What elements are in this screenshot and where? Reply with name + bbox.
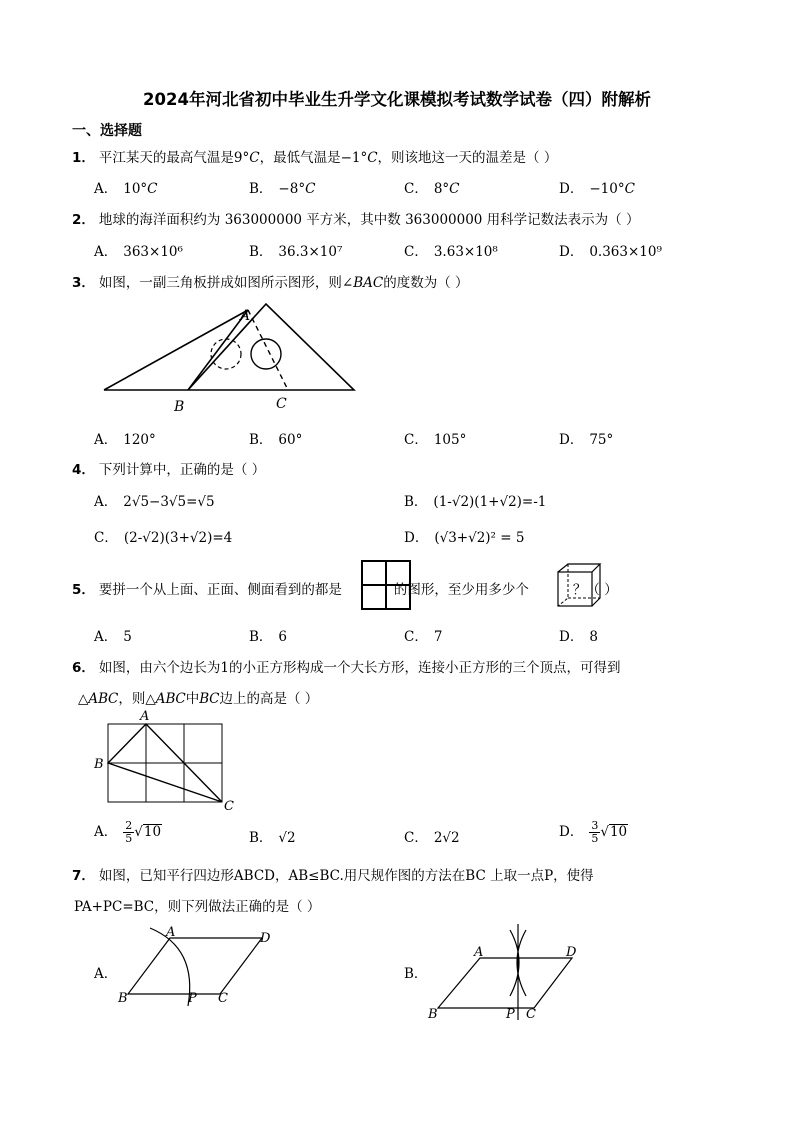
q6-option-a[interactable]: A． $\frac{2}{5}$ √10: [94, 819, 162, 845]
q1-option-c[interactable]: C． 8°𝐶: [404, 181, 460, 197]
question-number: 1．: [72, 150, 95, 166]
q7-figure-a: [112, 926, 282, 1008]
q7-option-b[interactable]: B．: [404, 966, 428, 982]
question-6: 6． 如图，由六个边长为1的小正方形构成一个大长方形，连接小正方形的三个顶点，可得到: [72, 660, 621, 676]
q5-option-c[interactable]: C． 7: [404, 629, 443, 645]
q6-grid-figure: [90, 706, 240, 812]
q4-option-c[interactable]: C． (2-√2)(3+√2)=4: [94, 530, 233, 546]
q5-view-grid-icon: [360, 560, 412, 610]
q2-option-d[interactable]: D． 0.363×10⁹: [559, 244, 662, 260]
q6-option-c[interactable]: C． 2√2: [404, 830, 460, 846]
label-a: A: [240, 308, 251, 324]
q6-option-b[interactable]: B． √2: [249, 830, 296, 846]
q4-option-b[interactable]: B． (1-√2)(1+√2)=-1: [404, 494, 547, 510]
question-4: 4． 下列计算中，正确的是（ ）: [72, 462, 266, 478]
q7-option-a[interactable]: A．: [94, 966, 118, 982]
label-c: C: [224, 799, 234, 812]
q5-option-a[interactable]: A． 5: [94, 629, 132, 645]
question-1: [72, 146, 557, 166]
svg-text:D: D: [260, 931, 271, 946]
label-c: C: [276, 396, 287, 412]
q5-option-d[interactable]: D． 8: [559, 629, 598, 645]
question-5: 5． 要拼一个从上面、正面、侧面看到的都是 的图形，至少用多少个 ？（ ）: [72, 582, 618, 598]
question-3: 3． 如图，一副三角板拼成如图所示图形，则∠𝐵𝐴𝐶的度数为（ ）: [72, 275, 469, 291]
q4-option-d[interactable]: D． (√3+√2)² = 5: [404, 530, 525, 546]
svg-text:D: D: [566, 945, 577, 960]
q6-option-d[interactable]: D． $\frac{3}{5}$ √10: [559, 819, 628, 845]
svg-text:A: A: [166, 926, 176, 940]
page-title: 2024年河北省初中毕业生升学文化课模拟考试数学试卷（四）附解析: [143, 90, 651, 109]
q5-cube-icon: [556, 562, 604, 610]
svg-text:P: P: [188, 991, 197, 1006]
question-6-line2: △𝐴𝐵𝐶，则△𝐴𝐵𝐶中𝐵𝐶边上的高是（ ）: [78, 691, 319, 707]
q3-option-c[interactable]: C． 105°: [404, 432, 467, 448]
q1-option-b[interactable]: B． −8°𝐶: [249, 181, 316, 197]
svg-text:P: P: [506, 1007, 515, 1022]
q1-option-d[interactable]: D． −10°𝐶: [559, 181, 635, 197]
q3-option-a[interactable]: A． 120°: [94, 432, 156, 448]
section-heading: 一、选择题: [72, 123, 142, 139]
label-b: B: [174, 399, 185, 415]
label-a: A: [140, 709, 150, 724]
q2-option-a[interactable]: A． 363×10⁶: [94, 244, 183, 260]
q4-option-a[interactable]: A． 2√5−3√5=√5: [94, 494, 215, 510]
svg-text:C: C: [526, 1007, 536, 1022]
q1-option-a[interactable]: A． 10°𝐶: [94, 181, 158, 197]
question-7: 7． 如图，已知平行四边形ABCD，AB≤BC.用尺规作图的方法在BC 上取一点P，使得: [72, 868, 594, 884]
svg-text:B: B: [118, 991, 128, 1006]
q5-option-b[interactable]: B． 6: [249, 629, 288, 645]
question-2: 2． 地球的海洋面积约为 363000000 平方米，其中数 363000000 用科学记数法表示为（ ）: [72, 212, 640, 228]
question-7-line2: PA+PC=BC，则下列做法正确的是（ ）: [74, 899, 321, 915]
q3-triangle-figure: [98, 298, 358, 418]
label-b: B: [94, 757, 104, 772]
q7-figure-b: [424, 916, 594, 1024]
q3-option-d[interactable]: D． 75°: [559, 432, 614, 448]
svg-text:B: B: [428, 1007, 438, 1022]
svg-text:A: A: [474, 945, 484, 960]
q3-option-b[interactable]: B． 60°: [249, 432, 303, 448]
svg-text:C: C: [218, 991, 228, 1006]
question-text: 平江某天的最高气温是9°𝐶，最低气温是−1°𝐶，则该地这一天的温差是（ ）: [98, 150, 558, 166]
q2-option-b[interactable]: B． 36.3×10⁷: [249, 244, 343, 260]
q2-option-c[interactable]: C． 3.63×10⁸: [404, 244, 498, 260]
